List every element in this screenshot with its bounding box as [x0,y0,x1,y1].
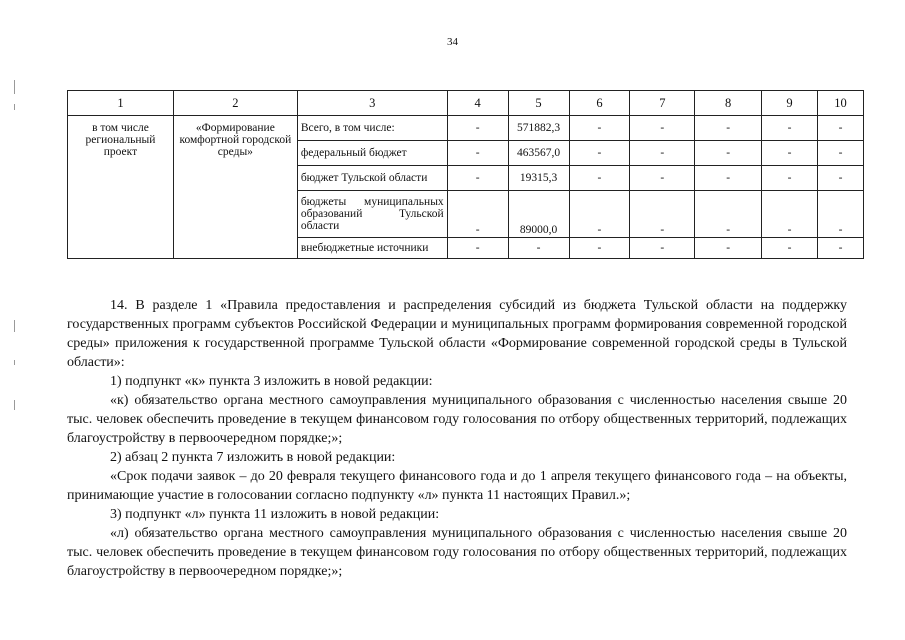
paragraph: 2) абзац 2 пункта 7 изложить в новой редакции: [110,450,396,465]
value-cell: - [630,191,695,238]
table-row [68,116,864,141]
project-name-cell: «Формирование комфортной городской среды» [173,116,297,259]
paragraph: 3) подпункт «л» пункта 11 изложить в новой редакции: [110,507,440,522]
value-cell: - [695,141,762,166]
paragraph: 14. В разделе 1 «Правила предоставления и распределения субсидий из бюджета Тульской области на поддержку государственных программ субъектов Российской Федерации и муниципальных программ формирования современной городской среды» приложения к государственной программе Тульской области «Формирование современной городской среды в Тульской области»: [67,298,847,370]
funding-source-cell: федеральный бюджет [297,141,447,166]
value-cell: - [695,166,762,191]
value-cell: - [818,191,864,238]
value-cell: - [762,166,818,191]
funding-source-cell: Всего, в том числе: [297,116,447,141]
value-cell: - [447,166,508,191]
header-cell: 4 [447,91,508,116]
value-cell: - [762,116,818,141]
value-cell: 89000,0 [508,191,569,238]
value-cell: - [630,238,695,259]
value-cell: - [818,238,864,259]
funding-source-cell: бюджеты муниципальных образований Тульской области [297,191,447,238]
header-cell: 6 [569,91,630,116]
value-cell: - [630,141,695,166]
value-cell: - [447,116,508,141]
funding-source-cell: внебюджетные источники [297,238,447,259]
value-cell: - [569,191,630,238]
value-cell: - [630,116,695,141]
value-cell: - [630,166,695,191]
value-cell: - [762,238,818,259]
value-cell: 571882,3 [508,116,569,141]
value-cell: - [695,238,762,259]
value-cell: - [818,141,864,166]
value-cell: - [569,238,630,259]
header-cell: 3 [297,91,447,116]
value-cell: - [508,238,569,259]
value-cell: - [569,116,630,141]
header-cell: 7 [630,91,695,116]
header-cell: 8 [695,91,762,116]
paragraph: «к) обязательство органа местного самоуправления муниципального образования с численностью населения свыше 20 тыс. человек обеспечить проведение в текущем финансовом году голосования по отбору общественных территорий, подлежащих благоустройству в первоочередном порядке;»; [67,393,847,446]
value-cell: - [762,191,818,238]
paragraph: «л) обязательство органа местного самоуправления муниципального образования с численностью населения свыше 20 тыс. человек обеспечить проведение в текущем финансовом году голосования по отбору общественных территорий, подлежащих благоустройству в первоочередном порядке;»; [67,526,847,579]
header-cell: 2 [173,91,297,116]
header-cell: 1 [68,91,174,116]
budget-table [67,90,864,259]
value-cell: - [695,191,762,238]
header-cell: 9 [762,91,818,116]
value-cell: - [818,166,864,191]
header-cell: 5 [508,91,569,116]
value-cell: - [818,116,864,141]
paragraph: «Срок подачи заявок – до 20 февраля текущего финансового года и до 1 апреля текущего финансового года – на объекты, принимающие участие в голосовании согласно подпункту «л» пункта 11 настоящих Правил.»; [67,469,847,503]
value-cell: - [447,238,508,259]
value-cell: - [569,141,630,166]
project-type-cell: в том числе региональный проект [68,116,174,259]
value-cell: - [447,141,508,166]
value-cell: - [762,141,818,166]
header-cell: 10 [818,91,864,116]
funding-source-cell: бюджет Тульской области [297,166,447,191]
margin-marks [14,70,16,630]
paragraph: 1) подпункт «к» пункта 3 изложить в новой редакции: [110,374,433,389]
document-body [67,296,847,581]
value-cell: 19315,3 [508,166,569,191]
value-cell: - [447,191,508,238]
page-number: 34 [447,36,458,48]
value-cell: - [569,166,630,191]
value-cell: - [695,116,762,141]
table-header-row [68,91,864,116]
value-cell: 463567,0 [508,141,569,166]
